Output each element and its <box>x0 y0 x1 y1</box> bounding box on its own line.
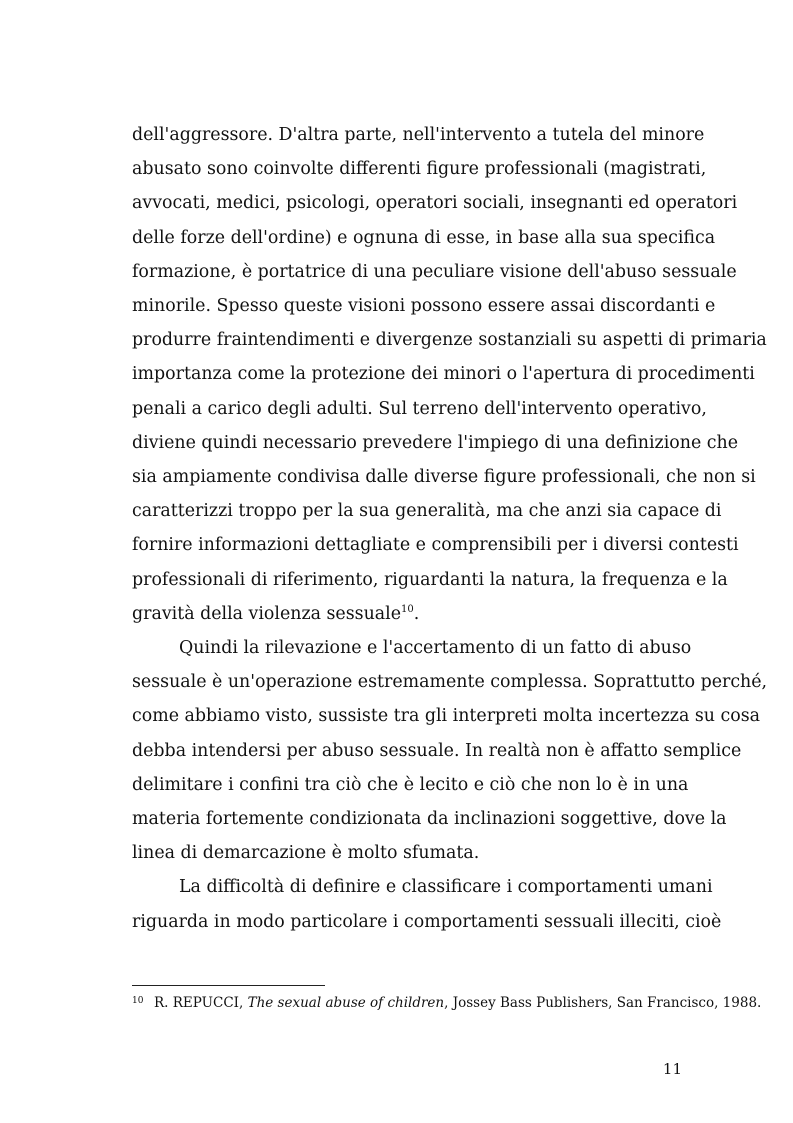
text-line: La difficoltà di definire e classificare i comportamenti umani <box>179 877 713 898</box>
footnote-reference: 10 <box>401 603 414 615</box>
text-line: delimitare i confini tra ciò che è lecito e ciò che non lo è in una <box>132 774 689 795</box>
text-line: debba intendersi per abuso sessuale. In realtà non è affatto semplice <box>132 740 742 761</box>
text-line: professionali di riferimento, riguardanti la natura, la frequenza e la <box>132 569 728 590</box>
text-line: dell'aggressore. D'altra parte, nell'intervento a tutela del minore <box>132 125 705 145</box>
body-text <box>132 118 768 939</box>
footnote-separator <box>132 985 325 986</box>
footnote-number: 10 <box>132 996 144 1006</box>
text-line-content: gravità della violenza sessuale <box>132 603 401 624</box>
footnote-author: R. REPUCCI, <box>154 995 248 1011</box>
text-line: fornire informazioni dettagliate e comprensibili per i diversi contesti <box>132 535 739 556</box>
text-line: importanza come la protezione dei minori o l'apertura di procedimenti <box>132 364 755 385</box>
footnote-publisher: , Jossey Bass Publishers, San Francisco, 1988. <box>444 995 762 1011</box>
text-line: Quindi la rilevazione e l'accertamento di un fatto di abuso <box>179 638 692 659</box>
text-line: sessuale è un'operazione estremamente complessa. Soprattutto perché, <box>132 672 768 693</box>
text-line: avvocati, medici, psicologi, operatori sociali, insegnanti ed operatori <box>132 193 738 214</box>
footnote-title: The sexual abuse of children <box>247 995 445 1011</box>
text-line: caratterizzi troppo per la sua generalità, ma che anzi sia capace di <box>132 501 722 522</box>
text-line: formazione, è portatrice di una peculiare visione dell'abuso sessuale <box>132 261 737 282</box>
text-line: delle forze dell'ordine) e ognuna di esse, in base alla sua specifica <box>132 227 716 248</box>
sentence-period: . <box>413 603 420 624</box>
text-line: penali a carico degli adulti. Sul terreno dell'intervento operativo, <box>132 398 707 419</box>
text-line: diviene quindi necessario prevedere l'impiego di una definizione che <box>132 432 738 453</box>
text-line: materia fortemente condizionata da inclinazioni soggettive, dove la <box>132 809 727 830</box>
text-line: sia ampiamente condivisa dalle diverse figure professionali, che non si <box>132 467 756 488</box>
text-line: come abbiamo visto, sussiste tra gli interpreti molta incertezza su cosa <box>132 706 760 727</box>
text-line: abusato sono coinvolte differenti figure professionali (magistrati, <box>132 159 707 180</box>
footnote <box>132 992 762 1012</box>
text-line: produrre fraintendimenti e divergenze sostanziali su aspetti di primaria <box>132 330 767 351</box>
text-line: riguarda in modo particolare i comportamenti sessuali illeciti, cioè <box>132 911 722 932</box>
text-line: minorile. Spesso queste visioni possono essere assai discordanti e <box>132 296 716 317</box>
page-number: 11 <box>662 1060 682 1078</box>
text-line-with-footnote <box>132 597 681 631</box>
text-line: linea di demarcazione è molto sfumata. <box>132 843 480 864</box>
